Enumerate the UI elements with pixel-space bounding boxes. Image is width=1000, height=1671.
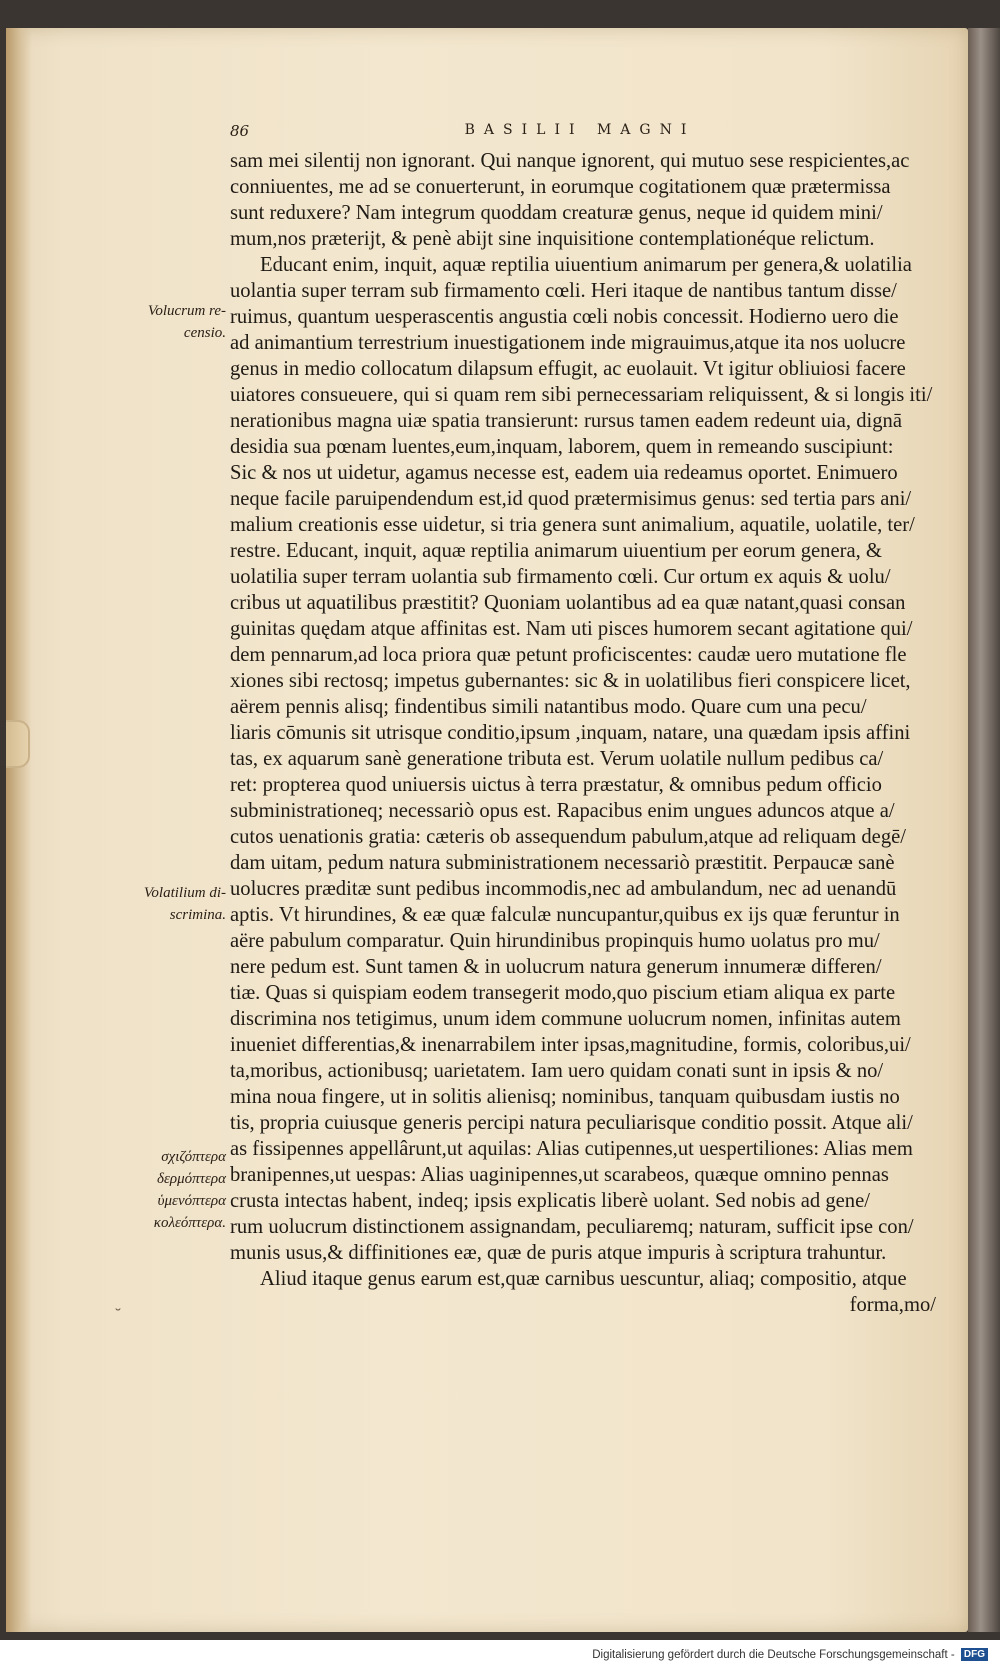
text-line: sam mei silentij non ignorant. Qui nanque ignorent, qui mutuo sese respicientes,ac <box>230 150 910 172</box>
page-clip <box>6 720 30 768</box>
text-line: mina noua fingere, ut in solitis alienisq; nominibus, tanquam quibusdam iustis no <box>230 1086 900 1108</box>
margin-note-greek <box>110 1146 226 1234</box>
main-text-block <box>230 148 936 1318</box>
text-line: uolatilia super terram uolantia sub firmamento cœli. Cur ortum ex aquis & uolu/ <box>230 566 891 588</box>
text-line: tis, propria cuiusque generis percipi natura peculiarisque conditio possit. Atque ali/ <box>230 1112 913 1134</box>
text-line: genus in medio collocatum dilapsum effugit, ac euolauit. Vt igitur obliuiosi facere <box>230 358 906 380</box>
margin-note-line: κολεόπτερα. <box>153 1215 226 1231</box>
text-line: nere pedum est. Sunt tamen & in uolucrum natura generum innumeræ differen/ <box>230 956 882 978</box>
text-line: ret: propterea quod uniuersis uictus à terra præstatur, & omnibus pedum officio <box>230 774 882 796</box>
footer <box>0 1648 988 1661</box>
text-line: forma,mo/ <box>849 1294 936 1316</box>
text-line: munis usus,& diffinitiones eæ, quæ de puris atque impuris à scriptura trahuntur. <box>230 1242 887 1264</box>
margin-tick-mark: ˘ <box>114 1306 122 1325</box>
text-line: liaris cōmunis sit utrisque conditio,ipsum ,inquam, natare, una quædam ipsis affini <box>230 722 911 744</box>
margin-note-line: scrimina. <box>169 907 226 923</box>
margin-note-line: Volatilium di- <box>143 885 226 901</box>
text-line: rum uolucrum distinctionem assignandam, peculiaremq; naturam, sufficit ipse con/ <box>230 1216 914 1238</box>
text-line: guinitas quędam atque affinitas est. Nam uti pisces humorem secant agitatione qui/ <box>230 618 913 640</box>
text-line: restre. Educant, inquit, aquæ reptilia animarum uiuentium per eorum genera, & <box>230 540 882 562</box>
margin-note-line: censio. <box>183 325 226 341</box>
text-line: Aliud itaque genus earum est,quæ carnibus uescuntur, aliaq; compositio, atque <box>260 1268 907 1290</box>
text-line: tiæ. Quas si quispiam eodem transegerit modo,quo piscium etiam aliqua ex parte <box>230 982 896 1004</box>
text-line: subministrationeq; necessariò opus est. Rapacibus enim ungues aduncos atque a/ <box>230 800 895 822</box>
text-line: aëre pabulum comparatur. Quin hirundinibus propinquis humo uolatus pro mu/ <box>230 930 880 952</box>
running-title: BASILII MAGNI <box>464 122 696 138</box>
text-line: nerationibus magna uiæ spatia transierunt: rursus tamen eadem redeunt uia, dignā <box>230 410 902 432</box>
text-line: cribus ut aquatilibus præstitit? Quoniam uolantibus ad ea quæ natant,quasi consan <box>230 592 906 614</box>
margin-note-volatilium <box>110 882 226 926</box>
margin-note-line: Volucrum re- <box>147 303 226 319</box>
text-line: malium creationis esse uidetur, si tria genera sunt animalium, aquatile, uolatile, ter/ <box>230 514 915 536</box>
text-line: uolantia super terram sub firmamento cœli. Heri itaque de nantibus tantum disse/ <box>230 280 897 302</box>
text-line: sunt reduxere? Nam integrum quoddam creaturæ genus, neque id quidem mini/ <box>230 202 883 224</box>
text-line: aptis. Vt hirundines, & eæ quæ falculæ nuncupantur,quibus ex ijs quæ feruntur in <box>230 904 900 926</box>
page-number: 86 <box>230 122 250 140</box>
margin-note-line: ὑμενόπτερα <box>157 1193 226 1209</box>
book-edge <box>968 28 1000 1632</box>
text-line: aërem pennis alisq; findentibus simili natantibus modo. Quare cum una pecu/ <box>230 696 867 718</box>
text-line: ad animantium terrestrium inuestigationem inde migrauimus,atque ita nos uolucre <box>230 332 906 354</box>
text-line: ruimus, quantum uesperascentis angustia cœli nobis concessit. Hodierno uero die <box>230 306 899 328</box>
text-line: tas, ex aquarum sanè generatione tributa est. Verum uolatile nullum pedibus ca/ <box>230 748 884 770</box>
text-line: mum,nos præterijt, & penè abijt sine inquisitione contemplationéque relictum. <box>230 228 875 250</box>
text-line: cutos uenationis gratia: cæteris ob assequendum pabulum,atque ad reliquam degē/ <box>230 826 906 848</box>
text-line: desidia sua pœnam luentes,eum,inquam, laborem, quem in remeando suscipiunt: <box>230 436 894 458</box>
footer-text: Digitalisierung gefördert durch die Deutsche Forschungsgemeinschaft - <box>592 1649 955 1661</box>
text-line: inueniet differentias,& inenarrabilem inter ipsas,magnitudine, formis, coloribus,ui/ <box>230 1034 911 1056</box>
text-line: discrimina nos tetigimus, unum idem commune uolucrum nomen, infinitas autem <box>230 1008 901 1030</box>
page-header <box>230 122 930 144</box>
text-line: dem pennarum,ad loca priora quæ petunt proficiscentes: caudæ uero mutatione fle <box>230 644 907 666</box>
text-line: uolucres præditæ sunt pedibus incommodis,nec ad ambulandum, nec ad uenandū <box>230 878 897 900</box>
text-line: crusta intectas habent, indeq; ipsis explicatis liberè uolant. Sed nobis ad gene/ <box>230 1190 870 1212</box>
text-line: ta,moribus, actionibusq; uarietatem. Iam uero quidam conati sunt in ipsis & no/ <box>230 1060 884 1082</box>
margin-note-volucrum <box>110 300 226 344</box>
text-line: xiones sibi rectosq; impetus gubernantes: sic & in uolatilibus fieri conspicere licet, <box>230 670 911 692</box>
margin-note-line: δερμόπτερα <box>157 1171 226 1187</box>
text-line: Educant enim, inquit, aquæ reptilia uiuentium animarum per genera,& uolatilia <box>260 254 912 276</box>
text-line: uiatores consueuere, qui si quam rem sibi pernecessariam reliquissent, & si longis iti/ <box>230 384 933 406</box>
text-line: conniuentes, me ad se conuerterunt, in eorumque cogitationem quæ prætermissa <box>230 176 891 198</box>
text-line: branipennes,ut uespas: Alias uaginipennes,ut scarabeos, quæque omnino pennas <box>230 1164 889 1186</box>
text-line: as fissipennes appellârunt,ut aquilas: Alias cutipennes,ut uespertiliones: Alias mem <box>230 1138 913 1160</box>
text-line: neque facile paruipendendum est,id quod prætermisimus genus: sed tertia pars ani/ <box>230 488 912 510</box>
page-gutter <box>6 28 32 1632</box>
text-line: Sic & nos ut uidetur, agamus necesse est, eadem uia redeamus oportet. Enimuero <box>230 462 898 484</box>
text-line: dam uitam, pedum natura subministrationem necessariò præstitit. Perpaucæ sanè <box>230 852 895 874</box>
dfg-logo: DFG <box>961 1648 988 1661</box>
margin-note-line: σχιζόπτερα <box>161 1149 226 1165</box>
